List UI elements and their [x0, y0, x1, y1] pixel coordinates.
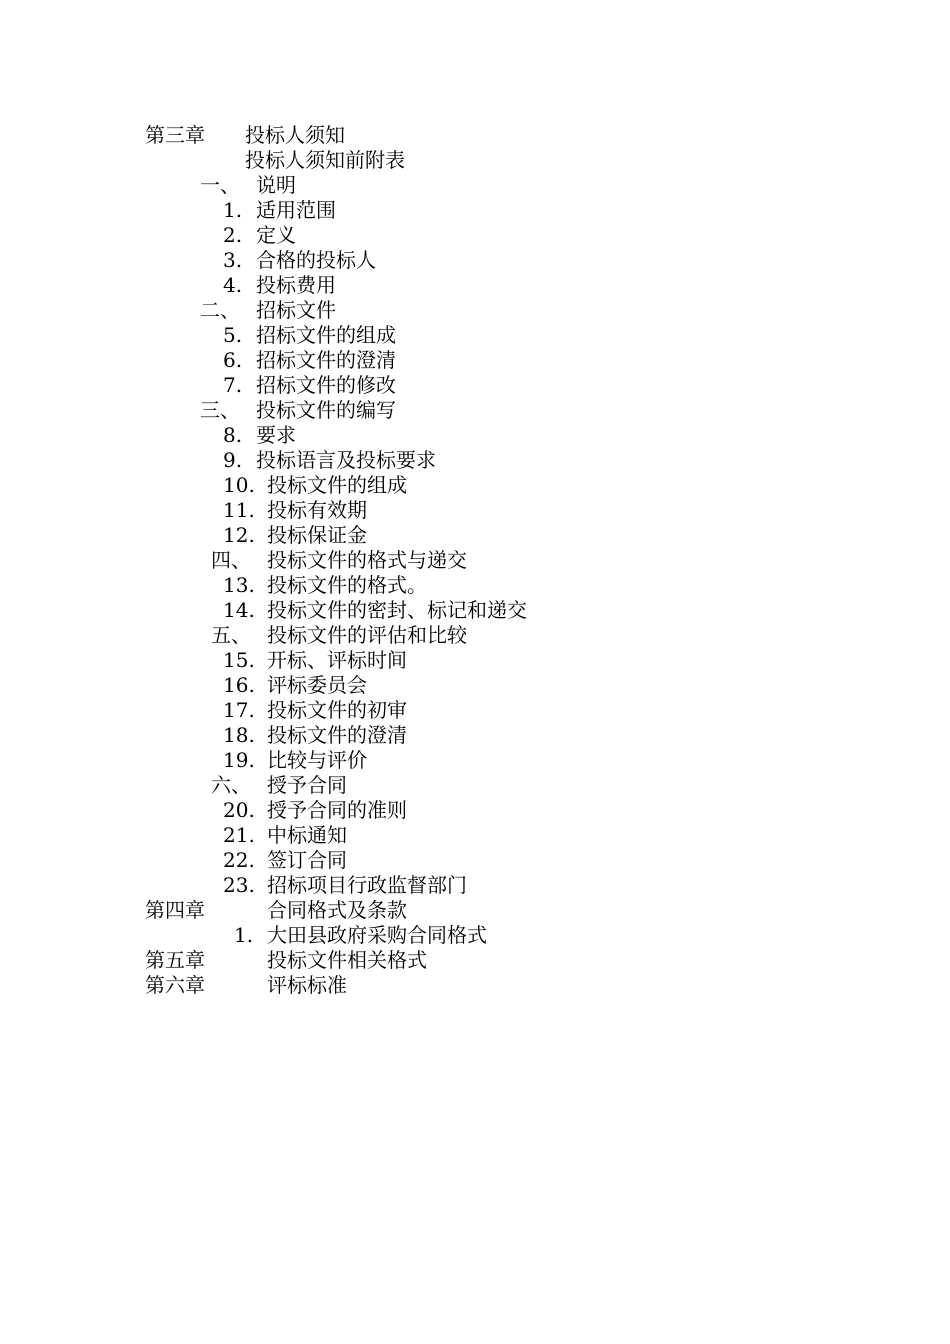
toc-section-title: 投标文件的格式与递交: [267, 548, 467, 572]
toc-item-number: 18.: [223, 723, 255, 747]
toc-chapter-title: 投标人须知: [245, 123, 345, 147]
toc-item-number: 1.: [234, 923, 254, 947]
toc-chapter-label: 第五章: [145, 948, 205, 972]
toc-item-number: 12.: [223, 523, 255, 547]
toc-item-title: 招标项目行政监督部门: [267, 873, 467, 897]
toc-entry-title: 投标人须知前附表: [245, 148, 405, 172]
toc-section-number: 六、: [211, 773, 251, 797]
toc-chapter-title: 合同格式及条款: [267, 898, 407, 922]
toc-item-number: 13.: [223, 573, 255, 597]
toc-item-title: 招标文件的修改: [256, 373, 396, 397]
toc-item-title: 大田县政府采购合同格式: [267, 923, 487, 947]
toc-item-title: 适用范围: [256, 198, 336, 222]
toc-item-number: 7.: [223, 373, 243, 397]
toc-item-number: 16.: [223, 673, 255, 697]
toc-item-title: 开标、评标时间: [267, 648, 407, 672]
toc-section-number: 四、: [211, 548, 251, 572]
toc-section-number: 三、: [200, 398, 240, 422]
toc-section-title: 说明: [256, 173, 296, 197]
toc-item-number: 1.: [223, 198, 243, 222]
toc-item-title: 授予合同的准则: [267, 798, 407, 822]
toc-section-title: 投标文件的评估和比较: [267, 623, 467, 647]
toc-item-title: 要求: [256, 423, 296, 447]
toc-item-title: 评标委员会: [267, 673, 367, 697]
toc-item-title: 投标保证金: [267, 523, 367, 547]
toc-item-title: 招标文件的澄清: [256, 348, 396, 372]
toc-item-number: 17.: [223, 698, 255, 722]
toc-chapter-label: 第三章: [145, 123, 205, 147]
toc-item-title: 投标语言及投标要求: [256, 448, 436, 472]
toc-item-number: 23.: [223, 873, 255, 897]
toc-item-title: 中标通知: [267, 823, 347, 847]
toc-chapter-title: 投标文件相关格式: [267, 948, 427, 972]
toc-item-title: 投标文件的初审: [267, 698, 407, 722]
toc-item-title: 投标文件的组成: [267, 473, 407, 497]
toc-item-number: 14.: [223, 598, 255, 622]
toc-item-title: 合格的投标人: [256, 248, 376, 272]
toc-section-title: 招标文件: [256, 298, 336, 322]
toc-item-title: 投标文件的格式。: [267, 573, 427, 597]
toc-item-title: 投标文件的密封、标记和递交: [267, 598, 527, 622]
toc-item-title: 招标文件的组成: [256, 323, 396, 347]
toc-chapter-title: 评标标准: [267, 973, 347, 997]
toc-chapter-label: 第六章: [145, 973, 205, 997]
toc-item-number: 8.: [223, 423, 243, 447]
toc-item-number: 5.: [223, 323, 243, 347]
toc-item-number: 6.: [223, 348, 243, 372]
toc-item-number: 20.: [223, 798, 255, 822]
toc-section-title: 授予合同: [267, 773, 347, 797]
toc-item-number: 3.: [223, 248, 243, 272]
toc-section-title: 投标文件的编写: [256, 398, 396, 422]
toc-section-number: 一、: [200, 173, 240, 197]
toc-item-number: 10.: [223, 473, 255, 497]
toc-item-title: 签订合同: [267, 848, 347, 872]
toc-item-number: 21.: [223, 823, 255, 847]
toc-item-number: 15.: [223, 648, 255, 672]
toc-item-number: 22.: [223, 848, 255, 872]
toc-section-number: 五、: [211, 623, 251, 647]
toc-chapter-label: 第四章: [145, 898, 205, 922]
toc-item-title: 比较与评价: [267, 748, 367, 772]
toc-item-number: 4.: [223, 273, 243, 297]
toc-section-number: 二、: [200, 298, 240, 322]
toc-item-number: 19.: [223, 748, 255, 772]
toc-item-number: 11.: [223, 498, 255, 522]
toc-item-title: 定义: [256, 223, 296, 247]
toc-item-number: 2.: [223, 223, 243, 247]
toc-item-number: 9.: [223, 448, 243, 472]
toc-item-title: 投标文件的澄清: [267, 723, 407, 747]
toc-item-title: 投标有效期: [267, 498, 367, 522]
toc-item-title: 投标费用: [256, 273, 336, 297]
